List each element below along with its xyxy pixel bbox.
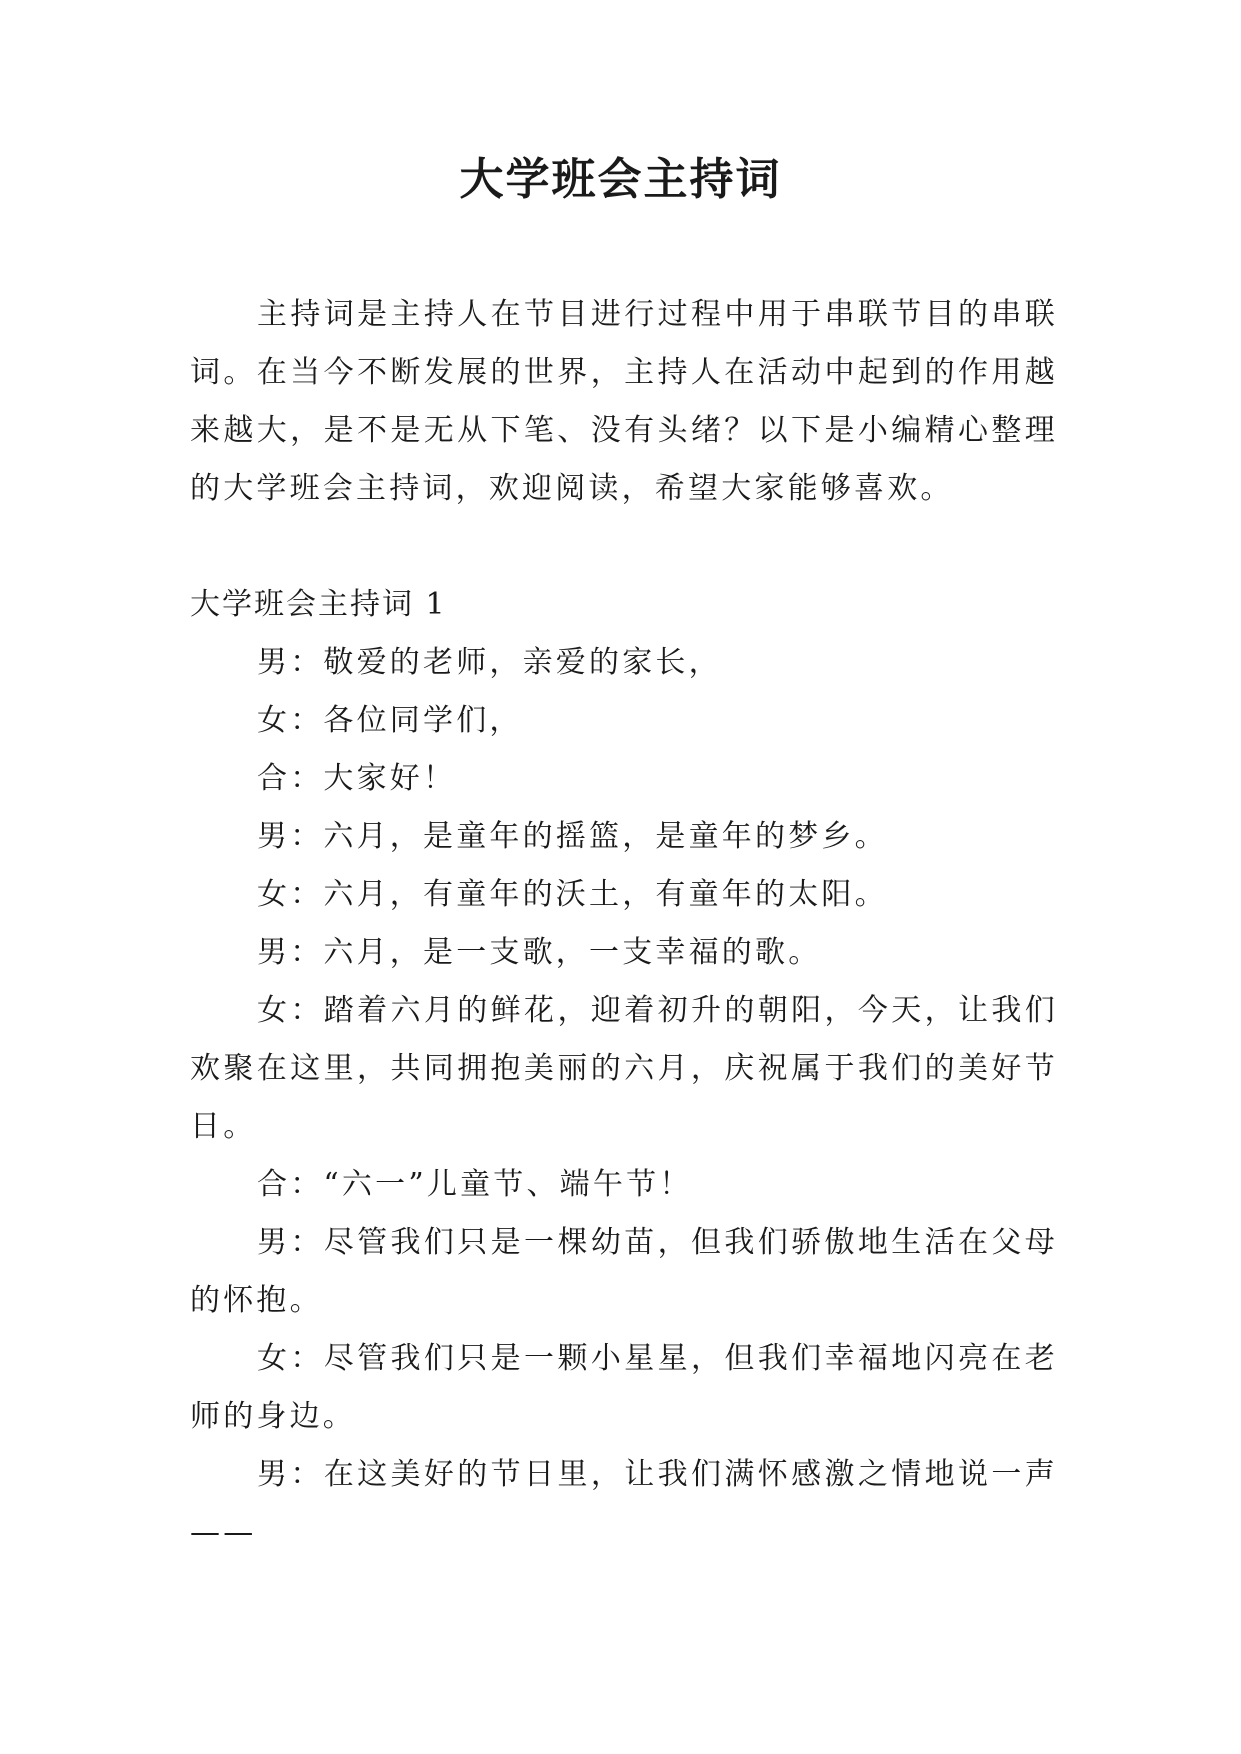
script-line: 合：“六一”儿童节、端午节！ [257, 1167, 693, 1202]
script-line: 女：各位同学们， [257, 703, 523, 738]
script-line: 合：大家好！ [257, 761, 457, 796]
script-line: 女：尽管我们只是一颗小星星，但我们幸福地闪亮在老师的身边。 [190, 1341, 1058, 1434]
script-line: 男：六月，是一支歌，一支幸福的歌。 [257, 935, 822, 970]
script-line: 女：六月，有童年的沃土，有童年的太阳。 [257, 877, 888, 912]
document-title: 大学班会主持词 [459, 154, 782, 205]
document-body [190, 286, 1058, 1562]
script-line: 男：六月，是童年的摇篮，是童年的梦乡。 [257, 819, 888, 854]
script-line: 女：踏着六月的鲜花，迎着初升的朝阳，今天，让我们欢聚在这里，共同拥抱美丽的六月，庆祝属于我们的美好节日。 [190, 993, 1058, 1144]
section-heading: 大学班会主持词 1 [190, 587, 447, 622]
intro-paragraph: 主持词是主持人在节目进行过程中用于串联节目的串联词。在当今不断发展的世界，主持人在活动中起到的作用越来越大，是不是无从下笔、没有头绪？以下是小编精心整理的大学班会主持词，欢迎阅读，希望大家能够喜欢。 [190, 297, 1058, 506]
script-line: 男：敬爱的老师，亲爱的家长， [257, 645, 722, 680]
script-line: 男：尽管我们只是一棵幼苗，但我们骄傲地生活在父母的怀抱。 [190, 1225, 1058, 1318]
script-line: 男：在这美好的节日里，让我们满怀感激之情地说一声—— [190, 1457, 1058, 1550]
